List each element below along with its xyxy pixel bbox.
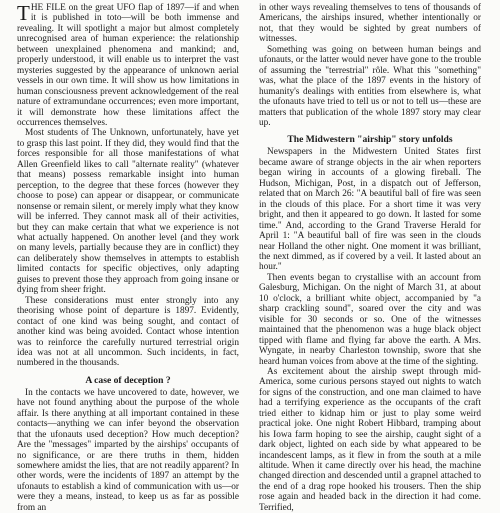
- body-paragraph: Something was going on between human beings and ufonauts, or the latter would never have gone to the trouble of assuming the "terrestrial" rôle. What this "something" was, what the place of the 1897 events in the history of humanity's dealings with entities from elsewhere is, what the ufonauts have tried to tell us or not to tell us—these are matters that publication of the whole 1897 story may clear up.: [259, 44, 481, 128]
- left-column: [17, 3, 239, 513]
- section-heading-deception: A case of deception ?: [85, 374, 171, 386]
- article-opening-paragraph: THE FILE on the great UFO flap of 1897—if and when it is published in toto—will be both immense and revealing. It will spotlight a major but almost completely unrecognised area of human experience: the relationship between unexplained phenomena and mankind; and, properly understood, it will enable us to interpret the vast mysteries suggested by the appearance of unknown aerial vessels in our own time. It will show us how limitations in human consciousness prevent acknowledgement of the real nature of extramundane occurrences; even more important, it will demonstrate how these limitations affect the occurrences themselves.: [17, 1, 239, 128]
- continued-paragraph: in other ways revealing themselves to tens of thousands of Americans, the airships insured, whether intentionally or not, that they would be sighted by great numbers of witnesses.: [259, 3, 481, 45]
- body-paragraph: These considerations must enter strongly into any theorising whose point of departure is 1897. Evidently, contact of one kind was being sought, and contact of another kind was being avoided. Contact whose intention was to reinforce the carefully nurtured terrestrial origin idea was not at all uncommon. Such incidents, in fact, numbered in the thousands.: [17, 295, 239, 369]
- right-column: [259, 3, 481, 513]
- body-paragraph: In the contacts we have uncovered to date, however, we have not found anything about the purpose of the whole affair. Is there anything at all important contained in these contacts—anything we can infer beyond the observation that the ufonauts used deception? How much deception? Are the "messages" imparted by the airships' occupants of no significance, or are there truths in them, hidden somewhere amidst the lies, that are not readily apparent? In other words, were the incidents of 1897 an attempt by the ufonauts to establish a kind of communication with us—or were they a means, instead, to keep us as far as possible from an: [17, 387, 239, 513]
- body-paragraph: Then events began to crystallise with an account from Galesburg, Michigan. On the night of March 31, at about 10 o'clock, a brilliant white object, accompanied by "a sharp crackling sound", soared over the city and was visible for 30 seconds or so. One of the witnesses maintained that the phenomenon was a huge black object tipped with flame and flying far above the earth. A Mrs. Wyngate, in nearby Charleston township, swore that she heard human voices from above at the time of the sighting.: [259, 272, 481, 367]
- body-paragraph: Newspapers in the Midwestern United States first became aware of strange objects in the air when reporters began wiring in accounts of a glowing fireball. The Hudson, Michigan, Post, in a dispatch out of Jefferson, related that on March 26: "A beautiful ball of fire was seen in the clouds of this place. For a short time it was very bright, and then it appeared to go down. It lasted for some time." And, according to the Grand Traverse Herald for April 1: "A beautiful ball of fire was seen in the clouds near Holland the other night. One moment it was brilliant, the next dimmed, as if covered by a veil. It lasted about an hour.": [259, 147, 481, 273]
- body-paragraph: Most students of The Unknown, unfortunately, have yet to grasp this last point. If they did, they would find that the forces responsible for all those manifestations of what Allen Greenfield likes to call "alternate reality" (whatever that means) possess remarkable insight into human perception, to the degree that these forces (however they choose to pose) can appear or disappear, or communicate nonsense or remain silent, or merely imply what they know will be inferred. They cannot mask all of their activities, but they can make certain that what we experience is not what actually happened. On another level (and they work on many levels, partially because they are in conflict) they can deliberately show themselves in attempts to establish limited contacts for specific objectives, only adapting guises to prevent those they approach from going insane or dying from sheer fright.: [17, 128, 239, 296]
- body-paragraph: As excitement about the airship swept through mid-America, some curious persons stayed out nights to watch for signs of the construction, and one man claimed to have had a terrifying experience as the occupants of the craft tried either to kidnap him or just to play some weird practical joke. One night Robert Hibbard, tramping about his Iowa farm hoping to see the airship, caught sight of a dark object, lighted on each side by what appeared to be incandescent lamps, as it flew in from the south at a mile altitude. When it came directly over his head, the machine changed direction and descended until a grapnel attached to the end of a drag rope hooked his trousers. Then the ship rose again and headed back in the direction it had come. Terrified,: [259, 366, 481, 513]
- section-heading-midwestern-airship: The Midwestern "airship" story unfolds: [287, 134, 453, 146]
